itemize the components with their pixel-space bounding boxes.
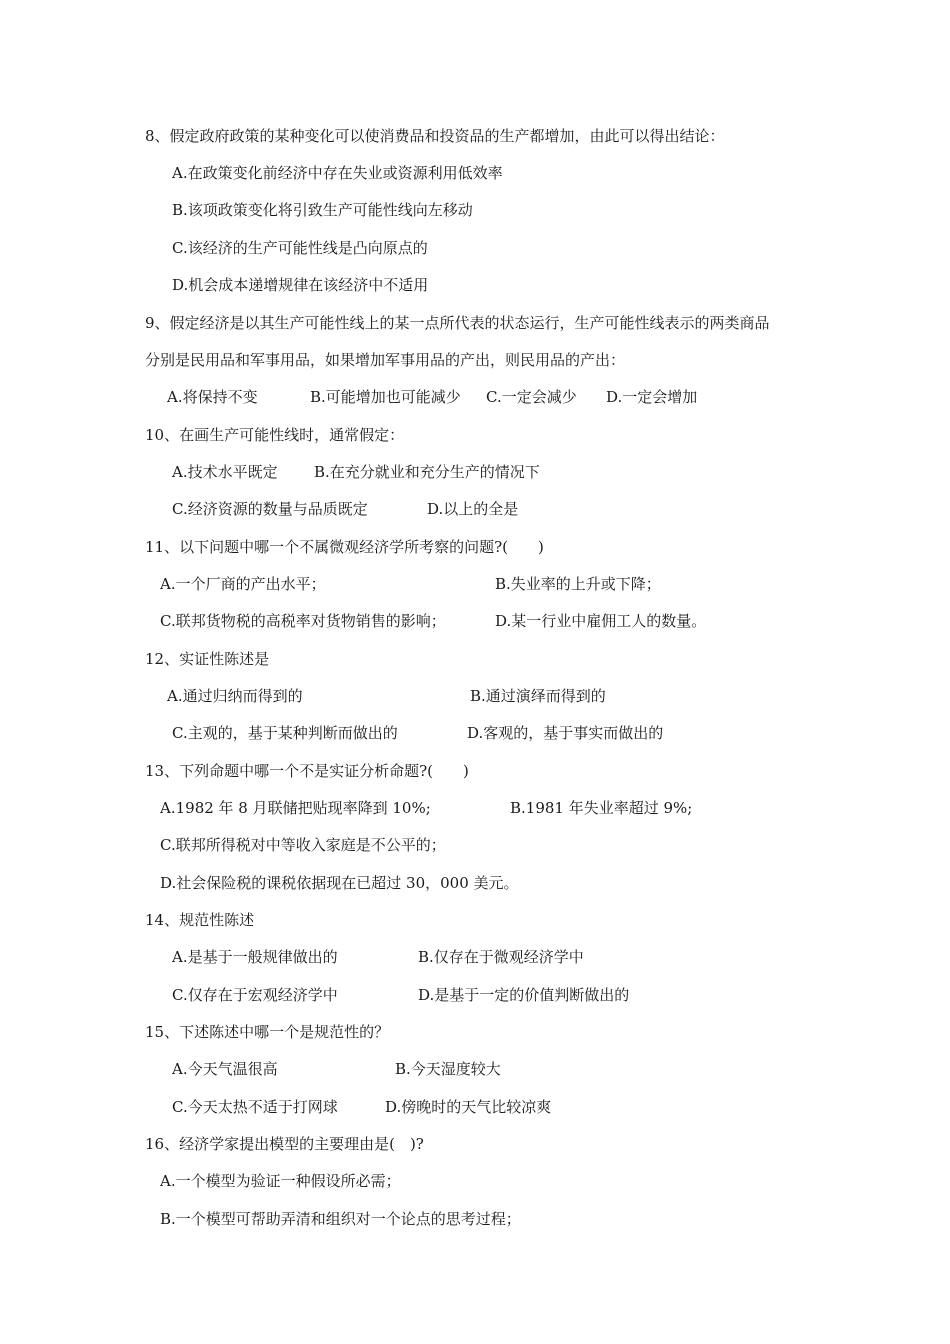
q12-option-c: C.主观的，基于某种判断而做出的 <box>172 724 398 742</box>
q14-option-d: D.是基于一定的价值判断做出的 <box>418 986 630 1004</box>
q9-stem-line1: 9、假定经济是以其生产可能性线上的某一点所代表的状态运行，生产可能性线表示的两类商品 <box>145 314 770 332</box>
q10-stem: 10、在画生产可能性线时，通常假定： <box>145 426 405 444</box>
q10-option-b: B.在充分就业和充分生产的情况下 <box>314 463 540 481</box>
q13-option-d: D.社会保险税的课税依据现在已超过 30，000 美元。 <box>160 874 519 892</box>
q12-option-a: A.通过归纳而得到的 <box>167 687 303 705</box>
q10-option-c: C.经济资源的数量与品质既定 <box>172 500 368 518</box>
q14-stem: 14、规范性陈述 <box>145 911 255 929</box>
q11-option-b: B.失业率的上升或下降； <box>495 575 661 593</box>
q9-option-a: A.将保持不变 <box>167 388 258 406</box>
q9-option-d: D.一定会增加 <box>606 388 698 406</box>
q15-option-a: A.今天气温很高 <box>172 1060 278 1078</box>
q11-stem: 11、以下问题中哪一个不属微观经济学所考察的问题?( ) <box>145 538 544 556</box>
q13-option-c: C.联邦所得税对中等收入家庭是不公平的； <box>160 836 446 854</box>
q15-option-c: C.今天太热不适于打网球 <box>172 1098 338 1116</box>
q15-option-d: D.傍晚时的天气比较凉爽 <box>385 1098 552 1116</box>
q8-option-b: B.该项政策变化将引致生产可能性线向左移动 <box>172 201 473 219</box>
q13-option-a: A.1982 年 8 月联储把贴现率降到 10%; <box>160 799 431 817</box>
q16-option-b: B.一个模型可帮助弄清和组织对一个论点的思考过程； <box>160 1210 521 1228</box>
q12-option-b: B.通过演绎而得到的 <box>470 687 606 705</box>
q13-stem: 13、下列命题中哪一个不是实证分析命题?( ) <box>145 762 469 780</box>
q15-stem: 15、下述陈述中哪一个是规范性的？ <box>145 1023 390 1041</box>
q10-option-a: A.技术水平既定 <box>172 463 278 481</box>
q14-option-b: B.仅存在于微观经济学中 <box>418 948 584 966</box>
q16-stem: 16、经济学家提出模型的主要理由是( )? <box>145 1135 424 1153</box>
q16-option-a: A.一个模型为验证一种假设所必需； <box>160 1172 401 1190</box>
q8-option-c: C.该经济的生产可能性线是凸向原点的 <box>172 239 428 257</box>
q12-stem: 12、实证性陈述是 <box>145 650 270 668</box>
q8-stem: 8、假定政府政策的某种变化可以使消费品和投资品的生产都增加，由此可以得出结论： <box>145 127 725 145</box>
q15-option-b: B.今天湿度较大 <box>395 1060 501 1078</box>
q13-option-b: B.1981 年失业率超过 9%; <box>510 799 693 817</box>
q11-option-c: C.联邦货物税的高税率对货物销售的影响； <box>160 612 446 630</box>
q11-option-d: D.某一行业中雇佣工人的数量。 <box>495 612 707 630</box>
q11-option-a: A.一个厂商的产出水平； <box>160 575 326 593</box>
q14-option-a: A.是基于一般规律做出的 <box>172 948 338 966</box>
q9-option-c: C.一定会减少 <box>486 388 577 406</box>
q12-option-d: D.客观的，基于事实而做出的 <box>467 724 664 742</box>
q9-stem-line2: 分别是民用品和军事用品，如果增加军事用品的产出，则民用品的产出： <box>145 351 626 369</box>
q14-option-c: C.仅存在于宏观经济学中 <box>172 986 338 1004</box>
q8-option-d: D.机会成本递增规律在该经济中不适用 <box>172 276 429 294</box>
q10-option-d: D.以上的全是 <box>427 500 519 518</box>
q8-option-a: A.在政策变化前经济中存在失业或资源利用低效率 <box>172 164 503 182</box>
q9-option-b: B.可能增加也可能减少 <box>310 388 461 406</box>
